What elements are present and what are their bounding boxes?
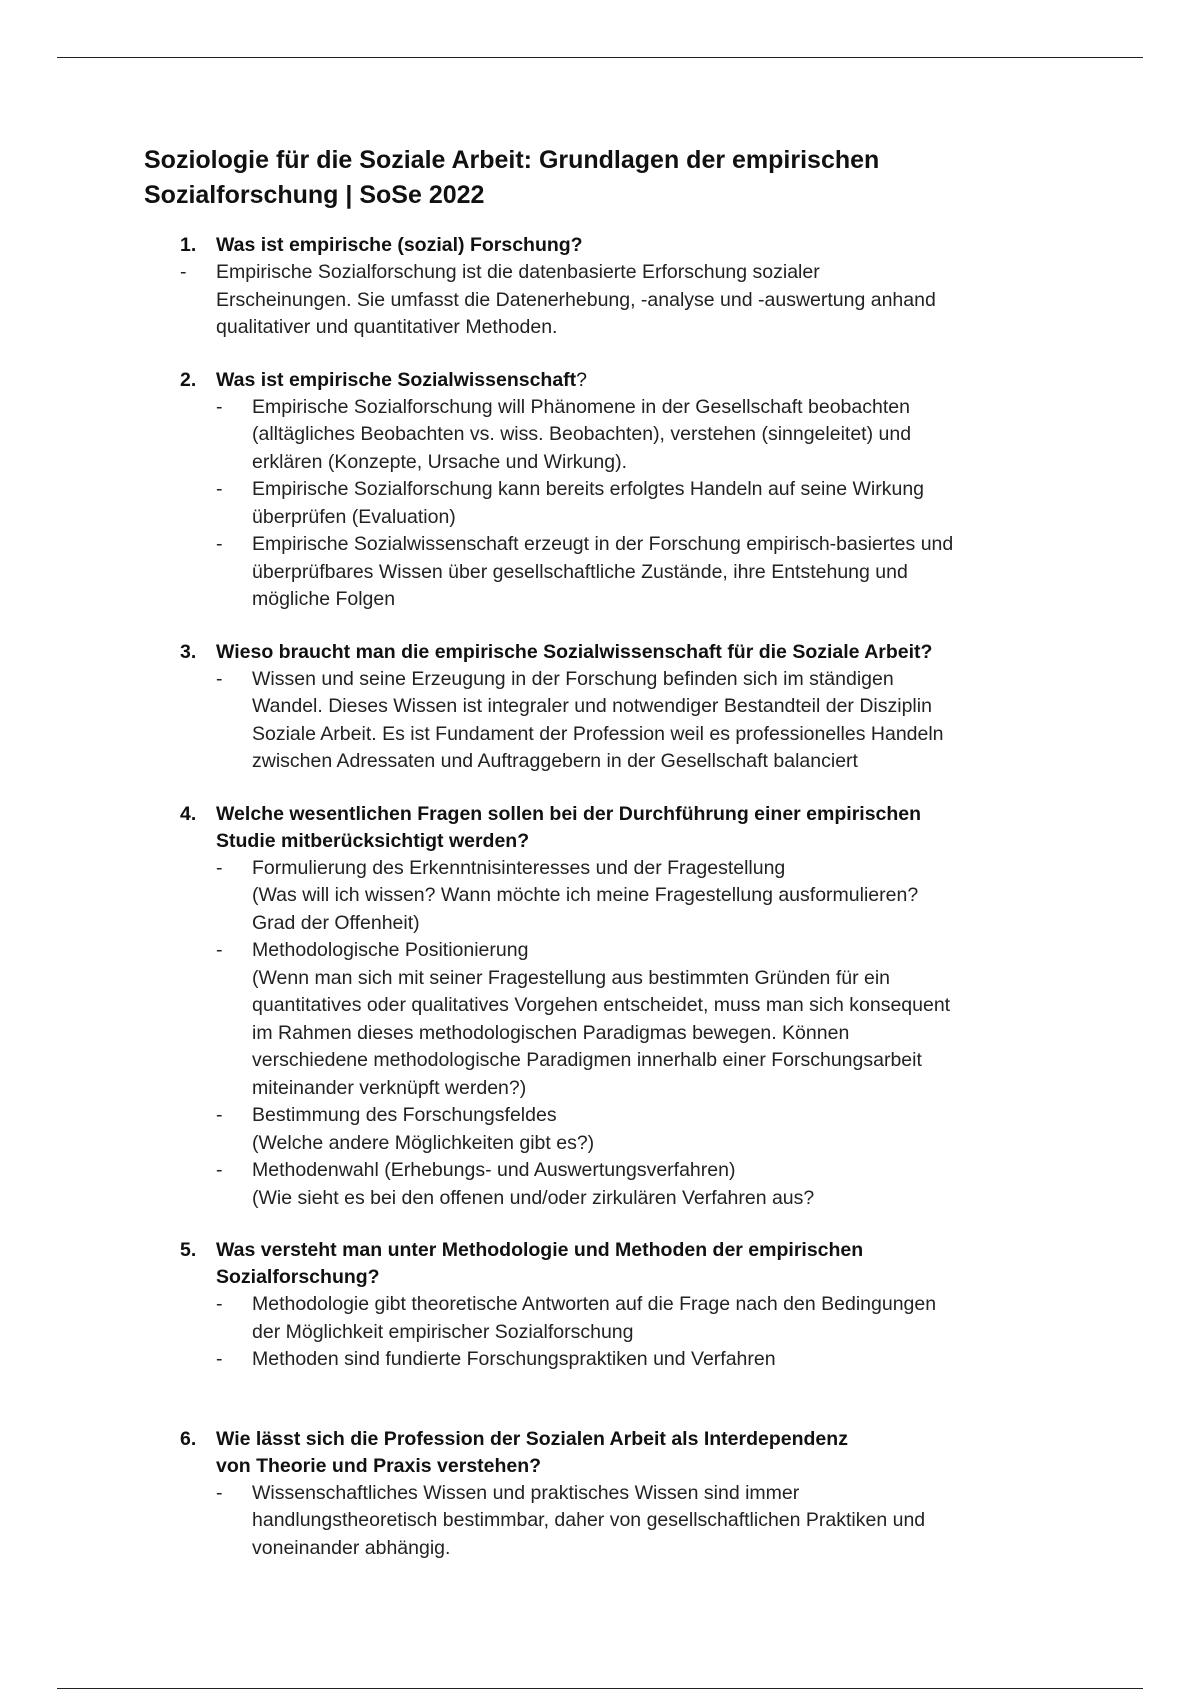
bullet-dash: - xyxy=(216,667,223,690)
answer-text-line: verschiedene methodologische Paradigmen innerhalb einer Forschungsarbeit xyxy=(252,1049,922,1071)
answer-text-line: quantitatives oder qualitatives Vorgehen entscheidet, muss man sich konsequent xyxy=(252,994,951,1016)
answer-bullet xyxy=(144,394,1084,477)
question-suffix: ? xyxy=(576,368,588,391)
question-number: 4. xyxy=(180,802,197,825)
answer-bullet xyxy=(144,259,1084,342)
answer-bullet xyxy=(144,1346,1084,1374)
answer-text-line: Methodologische Positionierung xyxy=(252,939,529,961)
answer-text-line: (alltägliches Beobachten vs. wiss. Beobachten), verstehen (sinngeleitet) und xyxy=(252,423,912,445)
answer-bullet xyxy=(144,1102,1084,1157)
answer-text-line: Empirische Sozialforschung ist die datenbasierte Erforschung sozialer xyxy=(216,261,820,283)
question-text-line xyxy=(216,801,1084,828)
answer-list xyxy=(144,666,1084,776)
bullet-dash: - xyxy=(180,261,187,283)
answer-bullet xyxy=(144,1480,1084,1563)
answer-text-line: Formulierung des Erkenntnisinteresses und der Fragestellung xyxy=(252,856,786,879)
answer-text-line: (Wie sieht es bei den offenen und/oder zirkulären Verfahren aus? xyxy=(252,1186,815,1209)
answer-text-line: (Wenn man sich mit seiner Fragestellung aus bestimmten Gründen für ein xyxy=(252,966,891,989)
answer-text-line: erklären (Konzepte, Ursache und Wirkung). xyxy=(252,450,628,473)
question-heading xyxy=(144,232,1084,259)
answer-text-line: Empirische Sozialwissenschaft erzeugt in der Forschung empirisch-basiertes und xyxy=(252,533,954,555)
bottom-rule xyxy=(57,1688,1143,1689)
answer-text-line: Wissen und seine Erzeugung in der Forschung befinden sich im ständigen xyxy=(252,667,894,690)
question-number: 6. xyxy=(180,1427,197,1450)
question-section xyxy=(144,1237,1084,1374)
question-number: 1. xyxy=(180,234,197,256)
title-line-2: Sozialforschung | SoSe 2022 xyxy=(144,181,485,209)
answer-list xyxy=(144,855,1084,1213)
answer-list xyxy=(144,1480,1084,1563)
question-text-line xyxy=(216,828,1084,855)
answer-text-line: überprüfbares Wissen über gesellschaftliche Zustände, ihre Entstehung und xyxy=(252,560,908,583)
question-text-line xyxy=(216,232,1084,259)
bullet-dash: - xyxy=(216,478,223,500)
question-text-line xyxy=(216,1426,1084,1453)
document-title xyxy=(144,143,1084,213)
bullet-dash: - xyxy=(216,939,223,961)
answer-bullet xyxy=(144,531,1084,614)
answer-text-line: im Rahmen dieses methodologischen Paradigmas bewegen. Können xyxy=(252,1021,850,1044)
question-section xyxy=(144,232,1084,342)
question-number: 2. xyxy=(180,368,197,391)
question-heading xyxy=(144,639,1084,666)
answer-text-line: handlungstheoretisch bestimmbar, daher von gesellschaftlichen Praktiken und xyxy=(252,1509,926,1531)
top-rule xyxy=(57,57,1143,58)
bullet-dash: - xyxy=(216,1481,223,1504)
answer-list xyxy=(144,259,1084,342)
question-number: 5. xyxy=(180,1239,197,1261)
question-text: Was ist empirische (sozial) Forschung? xyxy=(216,234,583,256)
answer-text-line: Wandel. Dieses Wissen ist integraler und notwendiger Bestandteil der Disziplin xyxy=(252,695,932,717)
question-section xyxy=(144,801,1084,1213)
question-section xyxy=(144,367,1084,614)
answer-bullet xyxy=(144,666,1084,776)
question-text: Was versteht man unter Methodologie und Methoden der empirischen xyxy=(216,1239,864,1261)
bullet-dash: - xyxy=(216,395,223,418)
answer-bullet xyxy=(144,855,1084,938)
question-section xyxy=(144,1426,1084,1563)
answer-text-line: Grad der Offenheit) xyxy=(252,911,420,934)
answer-list xyxy=(144,1291,1084,1374)
answer-text-line: der Möglichkeit empirischer Sozialforschung xyxy=(252,1320,634,1343)
answer-text-line: zwischen Adressaten und Auftraggebern in der Gesellschaft balanciert xyxy=(252,750,858,772)
bullet-dash: - xyxy=(216,533,223,555)
question-number: 3. xyxy=(180,640,197,663)
answer-text-line: Erscheinungen. Sie umfasst die Datenerhebung, -analyse und -auswertung anhand xyxy=(216,288,936,311)
bullet-dash: - xyxy=(216,1159,223,1181)
question-heading xyxy=(144,1426,1084,1480)
answer-text-line: voneinander abhängig. xyxy=(252,1536,451,1559)
answer-text-line: Empirische Sozialforschung kann bereits erfolgtes Handeln auf seine Wirkung xyxy=(252,478,925,500)
question-text: Wie lässt sich die Profession der Sozialen Arbeit als Interdependenz xyxy=(216,1427,848,1450)
bullet-dash: - xyxy=(216,1293,223,1315)
answer-text-line: Soziale Arbeit. Es ist Fundament der Profession weil es professionelles Handeln xyxy=(252,722,944,745)
question-text: von Theorie und Praxis verstehen? xyxy=(216,1454,542,1477)
question-heading xyxy=(144,367,1084,394)
question-heading xyxy=(144,801,1084,855)
question-text: Wieso braucht man die empirische Sozialwissenschaft für die Soziale Arbeit? xyxy=(216,640,933,663)
answer-text-line: (Was will ich wissen? Wann möchte ich meine Fragestellung ausformulieren? xyxy=(252,884,919,906)
answer-text-line: qualitativer und quantitativer Methoden. xyxy=(216,316,558,338)
question-section xyxy=(144,639,1084,776)
answer-bullet xyxy=(144,1157,1084,1212)
answer-text-line: Bestimmung des Forschungsfeldes xyxy=(252,1104,557,1126)
question-text: Was ist empirische Sozialwissenschaft xyxy=(216,368,577,391)
question-text-line xyxy=(216,1264,1084,1291)
answer-text-line: Empirische Sozialforschung will Phänomene in der Gesellschaft beobachten xyxy=(252,395,910,418)
answer-bullet xyxy=(144,476,1084,531)
answer-list xyxy=(144,394,1084,614)
bullet-dash: - xyxy=(216,856,223,879)
answer-text-line: Methoden sind fundierte Forschungspraktiken und Verfahren xyxy=(252,1348,776,1370)
question-text-line xyxy=(216,367,1084,394)
bullet-dash: - xyxy=(216,1348,223,1370)
document-body xyxy=(144,143,1084,1562)
question-heading xyxy=(144,1237,1084,1291)
answer-bullet xyxy=(144,937,1084,1102)
bullet-dash: - xyxy=(216,1104,223,1126)
question-list xyxy=(144,232,1084,1562)
title-line-1: Soziologie für die Soziale Arbeit: Grundlagen der empirischen xyxy=(144,146,880,174)
question-text-line xyxy=(216,1453,1084,1480)
question-text-line xyxy=(216,1237,1084,1264)
answer-text-line: miteinander verknüpft werden?) xyxy=(252,1076,527,1099)
answer-bullet xyxy=(144,1291,1084,1346)
answer-text-line: Methodologie gibt theoretische Antworten auf die Frage nach den Bedingungen xyxy=(252,1293,937,1315)
question-text-line xyxy=(216,639,1084,666)
question-text: Sozialforschung? xyxy=(216,1266,380,1288)
answer-text-line: (Welche andere Möglichkeiten gibt es?) xyxy=(252,1131,595,1154)
answer-text-line: mögliche Folgen xyxy=(252,588,396,610)
question-text: Welche wesentlichen Fragen sollen bei der Durchführung einer empirischen xyxy=(216,802,922,825)
answer-text-line: Wissenschaftliches Wissen und praktisches Wissen sind immer xyxy=(252,1481,800,1504)
question-text: Studie mitberücksichtigt werden? xyxy=(216,829,530,852)
answer-text-line: Methodenwahl (Erhebungs- und Auswertungsverfahren) xyxy=(252,1159,736,1181)
answer-text-line: überprüfen (Evaluation) xyxy=(252,505,456,528)
